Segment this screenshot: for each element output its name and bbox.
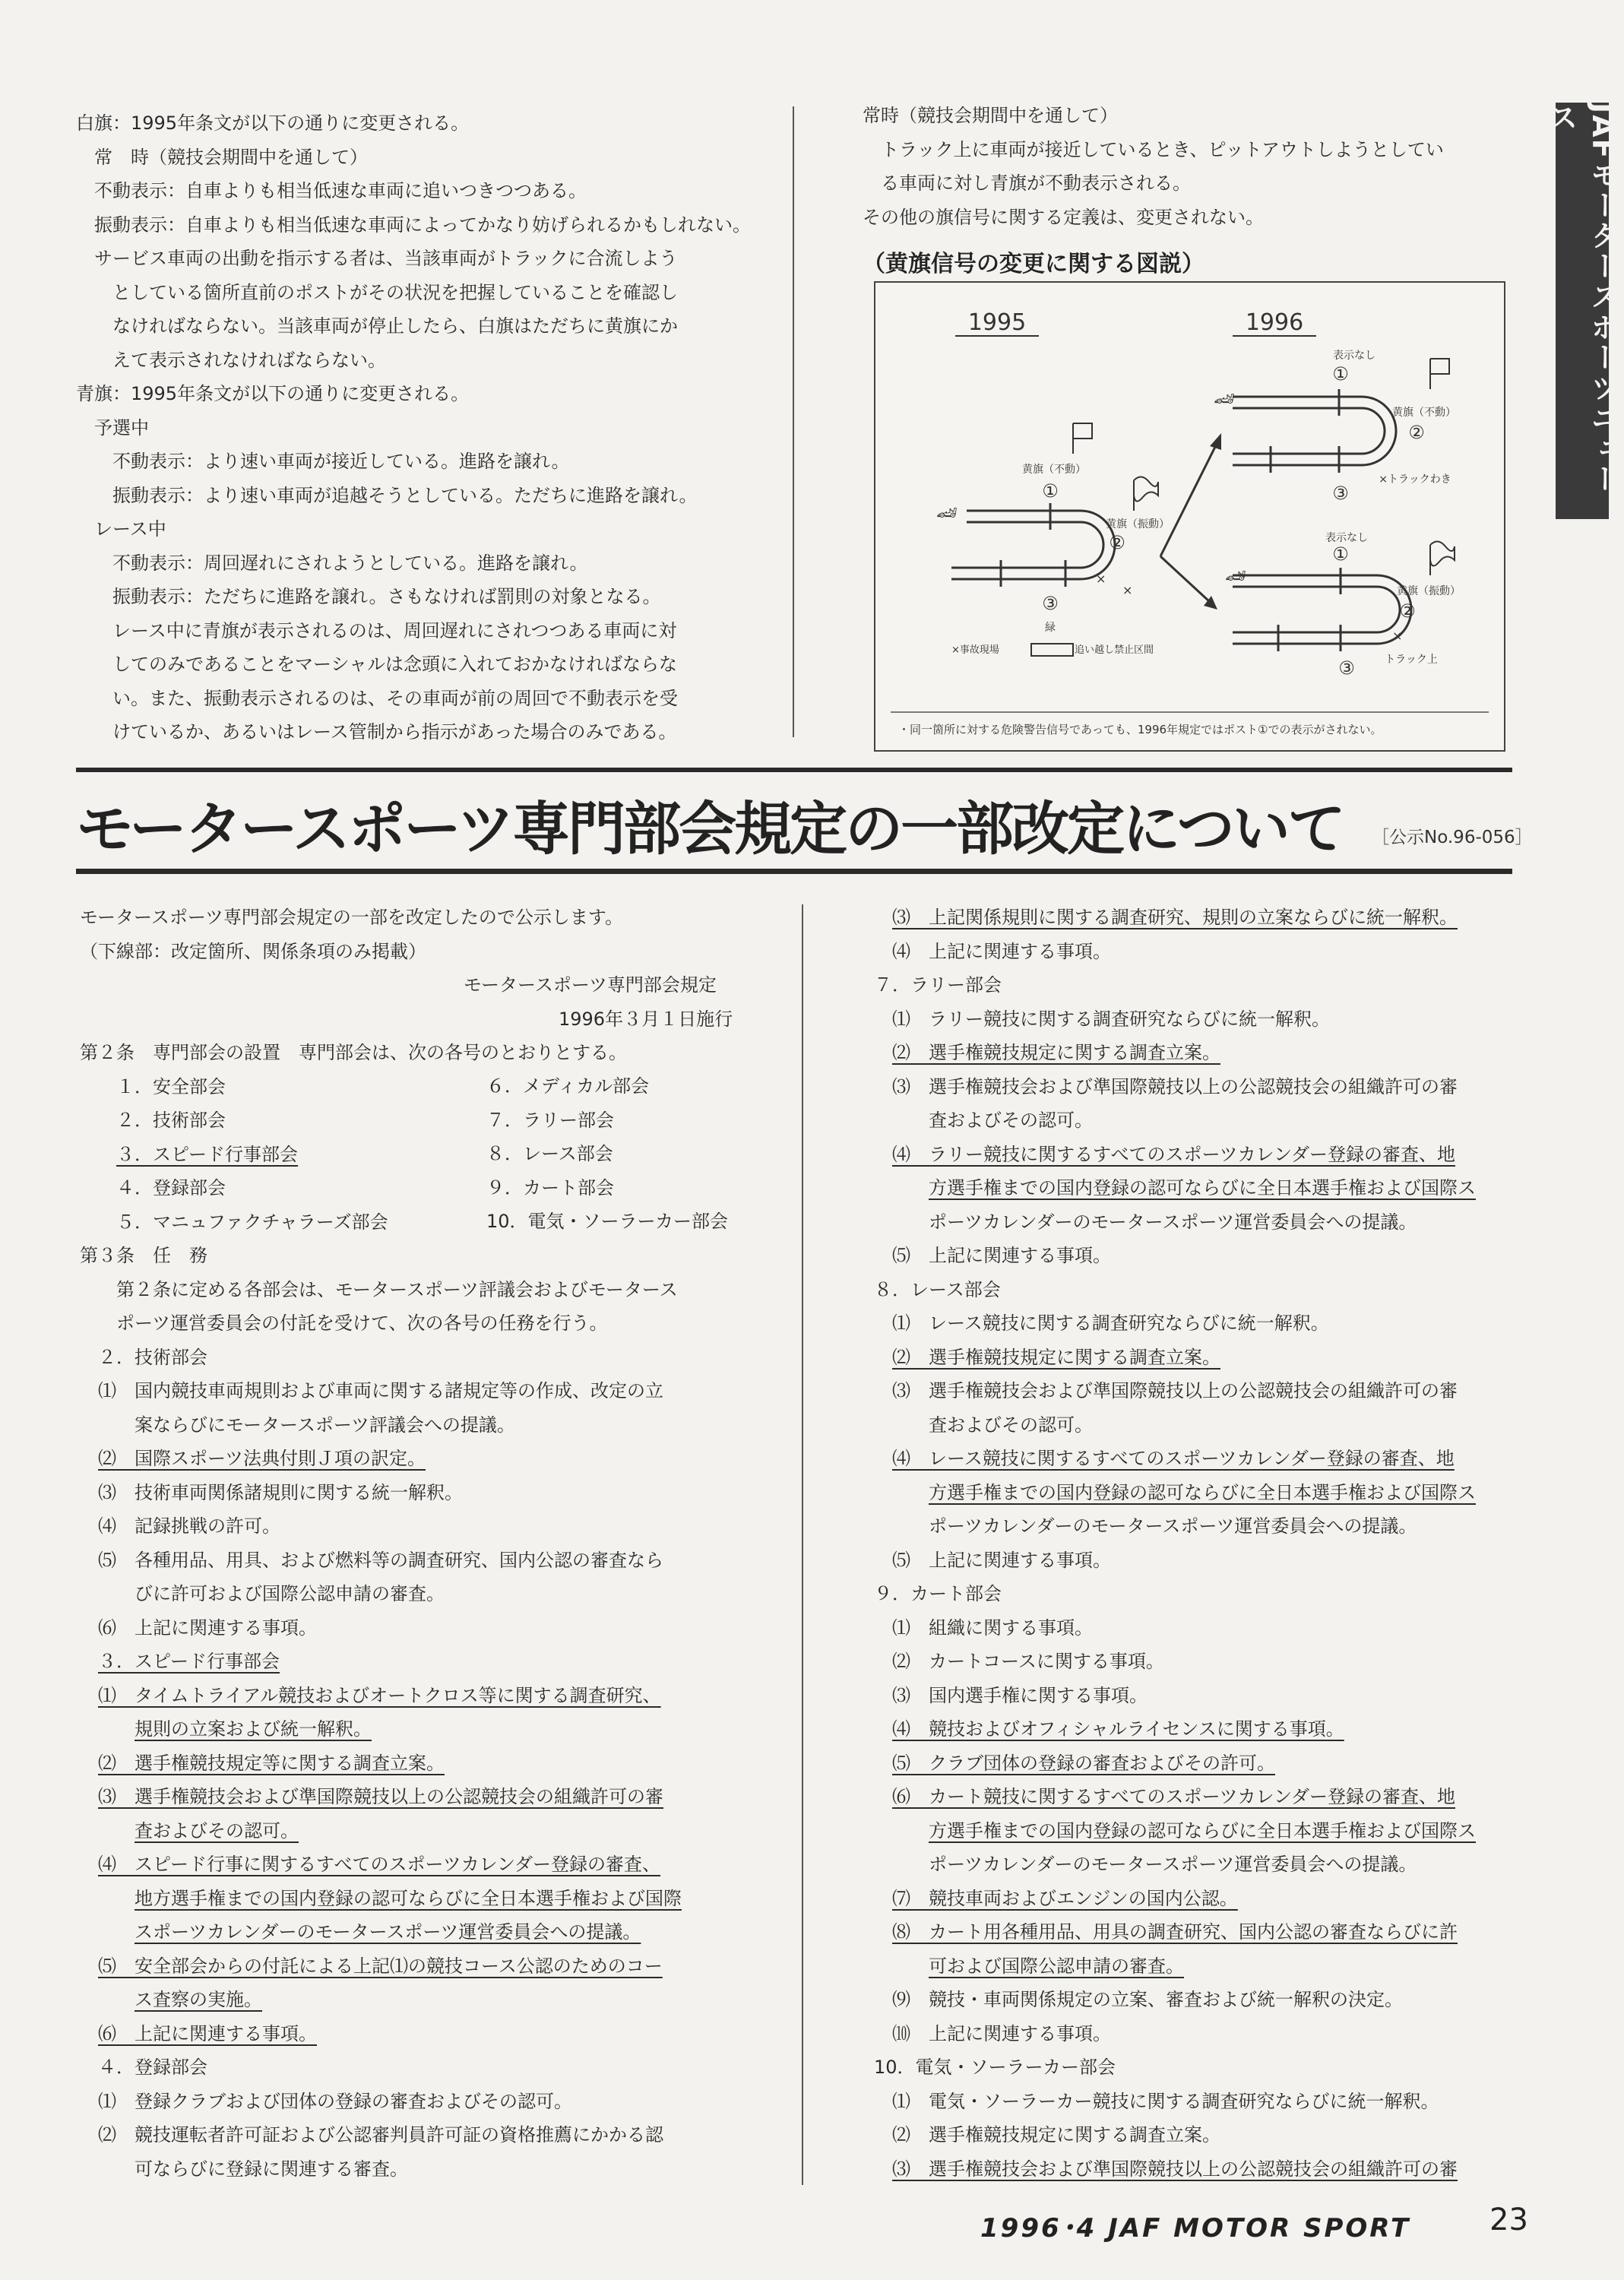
post2-label: ②	[1109, 532, 1125, 553]
page-number: 23	[1489, 2202, 1528, 2237]
text-line: ⑻ カート用各種用品、用具の調査研究、国内公認の審査ならびに許	[892, 1921, 1458, 1943]
text-line: ⑼ 競技・車両関係規定の立案、審査および統一解釈の決定。	[892, 1989, 1403, 2010]
section-heading: ８．レース部会	[874, 1278, 1001, 1300]
section-heading: ３．スピード行事部会	[98, 1651, 280, 1672]
list-item: ５．マニュファクチャラーズ部会	[116, 1211, 388, 1233]
text-line: ⑴ 組織に関する事項。	[892, 1617, 1093, 1639]
text-line: 常時（競技会期間中を通して）	[863, 105, 1118, 126]
intro-line: モータースポーツ専門部会規定の一部を改定したので公示します。	[80, 907, 623, 928]
text-line: ⑵ 選手権競技規定に関する調査立案。	[892, 1042, 1220, 1063]
text-line: ⑹ 上記に関連する事項。	[98, 2022, 317, 2044]
text-line: びに許可および国際公認申請の審査。	[135, 1583, 445, 1604]
year-1995: 1995	[967, 309, 1027, 336]
text-line: ⑷ レース競技に関するすべてのスポーツカレンダー登録の審査、地	[892, 1448, 1455, 1469]
no-display-label: 表示なし	[1333, 350, 1375, 362]
section-side-tab: JAFモータースポーツニュース	[1556, 103, 1609, 519]
text-line: ⑴ 国内競技車両規則および車両に関する諸規定等の作成、改定の立	[98, 1380, 663, 1401]
text-line: 査およびその認可。	[929, 1414, 1093, 1436]
text-line: ⑶ 選手権競技会および準国際競技以上の公認競技会の組織許可の審	[98, 1786, 663, 1807]
text-line: ポーツカレンダーのモータースポーツ運営委員会への提議。	[929, 1854, 1417, 1875]
list-item: ４．登録部会	[116, 1177, 226, 1199]
text-line: ⑴ ラリー競技に関する調査研究ならびに統一解釈。	[892, 1008, 1330, 1030]
text-line: なければならない。当該車両が停止したら、白旗はただちに黄旗にか	[112, 315, 678, 337]
text-line: ⑺ 競技車両およびエンジンの国内公認。	[892, 1887, 1238, 1909]
list-item: ７．ラリー部会	[486, 1109, 614, 1131]
yellow-fixed-label: 黄旗（不動）	[1022, 464, 1086, 476]
post1-label: ①	[1332, 363, 1349, 385]
post1-label: ①	[1332, 543, 1349, 565]
ontrack-label: トラック上	[1385, 654, 1438, 666]
text-line: ⑸ クラブ団体の登録の審査およびその許可。	[892, 1752, 1275, 1774]
text-line: ⑶ 選手権競技会および準国際競技以上の公認競技会の組織許可の審	[892, 2158, 1458, 2180]
trackside-label: ×トラックわき	[1379, 473, 1451, 486]
svg-text:×: ×	[1122, 583, 1133, 597]
text-line: 予選中	[94, 416, 149, 439]
text-line: トラック上に車両が接近しているとき、ピットアウトしようとしてい	[881, 138, 1444, 160]
text-line: ⑴ タイムトライアル競技およびオートクロス等に関する調査研究、	[98, 1684, 661, 1706]
section-heading: ２．技術部会	[98, 1346, 207, 1368]
post3-label: ③	[1338, 657, 1355, 679]
column-divider-top	[793, 106, 794, 737]
text-line: ⑵ 競技運転者許可証および公認審判員許可証の資格推薦にかかる認	[98, 2124, 663, 2145]
text-line: 方選手権までの国内登録の認可ならびに全日本選手権および国際ス	[929, 1819, 1476, 1841]
list-item: ８．レース部会	[486, 1143, 613, 1164]
list-item: １．安全部会	[116, 1075, 226, 1097]
diagram-note: ・同一箇所に対する危険警告信号であっても、1996年規定ではポスト①での表示がされない。	[898, 723, 1382, 736]
section-heading: ７．ラリー部会	[874, 974, 1002, 996]
yellow-wave-label: 黄旗（振動）	[1397, 585, 1461, 597]
list-item: ３．スピード行事部会	[116, 1143, 299, 1165]
article-title: モータースポーツ専門部会規定の一部改定について	[76, 795, 1344, 863]
text-line: ⑵ カートコースに関する事項。	[892, 1651, 1164, 1672]
text-line: 査およびその認可。	[929, 1110, 1093, 1131]
legend-box	[1031, 644, 1073, 656]
text-line: る車両に対し青旗が不動表示される。	[881, 173, 1191, 194]
diagram-heading: （黄旗信号の変更に関する図説）	[863, 251, 1205, 277]
transition-arrows	[1160, 433, 1221, 610]
magazine-footer: 1996･4 JAF MOTOR SPORT	[980, 2213, 1411, 2244]
text-line: 案ならびにモータースポーツ評議会への提議。	[135, 1414, 515, 1436]
text-line: 振動表示：より速い車両が追越そうとしている。ただちに進路を譲れ。	[112, 484, 698, 506]
text-line: してのみであることをマーシャルは念頭に入れておかなければならな	[112, 654, 678, 675]
regulation-name: モータースポーツ専門部会規定	[464, 974, 717, 996]
text-line: ⑶ 選手権競技会および準国際競技以上の公認競技会の組織許可の審	[892, 1075, 1458, 1097]
text-line: ⑷ ラリー競技に関するすべてのスポーツカレンダー登録の審査、地	[892, 1143, 1455, 1165]
svg-text:×: ×	[1392, 629, 1403, 643]
text-line: ⑵ 選手権競技規定に関する調査立案。	[892, 1346, 1220, 1368]
text-line: ⑶ 選手権競技会および準国際競技以上の公認競技会の組織許可の審	[892, 1380, 1458, 1401]
text-line: ⑶ 技術車両関係諸規則に関する統一解釈。	[98, 1481, 463, 1503]
flag-fixed-icon	[1430, 359, 1449, 389]
department-list	[80, 1070, 764, 1240]
intro-note: （下線部：改定箇所、関係条項のみ掲載）	[80, 940, 426, 962]
article-3-heading: 第３条 任 務	[80, 1245, 207, 1266]
text-line: ス査察の実施。	[135, 1989, 262, 2010]
text-line: ⑽ 上記に関連する事項。	[892, 2022, 1111, 2044]
section-heading: ４．登録部会	[98, 2057, 207, 2078]
text-line: ⑸ 上記に関連する事項。	[892, 1549, 1111, 1571]
text-line: その他の旗信号に関する定義は、変更されない。	[863, 206, 1264, 228]
text-line: ⑵ 選手権競技規定等に関する調査立案。	[98, 1752, 445, 1774]
text-line: スポーツカレンダーのモータースポーツ運営委員会への提議。	[135, 1921, 641, 1943]
text-line: ⑵ 選手権競技規定に関する調査立案。	[892, 2124, 1220, 2145]
svg-text:×: ×	[1096, 572, 1106, 586]
list-item: 10．電気・ソーラーカー部会	[486, 1211, 729, 1232]
text-line: ⑹ 上記に関連する事項。	[98, 1617, 317, 1639]
post2-label: ②	[1399, 600, 1416, 622]
white-flag-heading: 白旗：1995年条文が以下の通りに変更される。	[76, 112, 470, 134]
text-line: としている箇所直前のポストがその状況を把握していることを確認し	[112, 281, 678, 303]
post1-label: ①	[1042, 480, 1059, 502]
text-line: 可および国際公認申請の審査。	[929, 1955, 1184, 1977]
text-line: 可ならびに登録に関連する審査。	[135, 2158, 408, 2180]
car-icon: 🏎	[1214, 390, 1235, 409]
text-line: 方選手権までの国内登録の認可ならびに全日本選手権および国際ス	[929, 1177, 1476, 1199]
top-left-column	[76, 106, 751, 749]
yellow-wave-label: 黄旗（振動）	[1106, 518, 1170, 530]
list-item: ２．技術部会	[116, 1110, 226, 1131]
text-line: ポーツカレンダーのモータースポーツ運営委員会への提議。	[929, 1515, 1417, 1537]
column-divider-bottom	[802, 904, 803, 2185]
yellow-flag-diagram	[874, 281, 1505, 752]
track-1996-bottom	[1233, 568, 1411, 651]
post3-label: ③	[1332, 483, 1349, 504]
text-line: 不動表示：より速い車両が接近している。進路を譲れ。	[112, 451, 570, 472]
track-1995	[951, 503, 1115, 587]
text-line: い。また、振動表示されるのは、その車両が前の周回で不動表示を受	[112, 687, 678, 709]
legend-accident: ×事故現場	[951, 644, 999, 656]
text-line: ポーツカレンダーのモータースポーツ運営委員会への提議。	[929, 1211, 1417, 1233]
yellow-fixed-label: 黄旗（不動）	[1392, 407, 1456, 419]
post3-label: ③	[1042, 593, 1059, 614]
body-right-column	[874, 901, 1520, 2186]
text-line: ⑹ カート競技に関するすべてのスポーツカレンダー登録の審査、地	[892, 1786, 1455, 1807]
text-line: ⑷ 競技およびオフィシャルライセンスに関する事項。	[892, 1718, 1344, 1740]
green-label: 緑	[1045, 622, 1056, 634]
text-line: えて表示されなければならない。	[112, 349, 386, 371]
article-2-heading: 第２条 専門部会の設置 専門部会は、次の各号のとおりとする。	[80, 1042, 627, 1063]
car-icon: 🏎	[936, 504, 958, 523]
text-line: サービス車両の出動を指示する者は、当該車両がトラックに合流しよう	[94, 248, 678, 269]
text-line: 地方選手権までの国内登録の認可ならびに全日本選手権および国際	[135, 1887, 682, 1909]
text-line: ⑶ 上記関係規則に関する調査研究、規則の立案ならびに統一解釈。	[892, 907, 1458, 928]
text-line: 振動表示：自車よりも相当低速な車両によってかなり妨げられるかもしれない。	[94, 214, 751, 236]
text-line: 不動表示：自車よりも相当低速な車両に追いつきつつある。	[94, 180, 587, 201]
regulation-date: 1996年３月１日施行	[559, 1008, 733, 1030]
list-item: ９．カート部会	[486, 1176, 614, 1199]
body-left-column	[80, 901, 764, 2186]
text-line: レース中に青旗が表示されるのは、周回遅れにされつつある車両に対	[112, 619, 677, 641]
text-line: ⑴ 登録クラブおよび団体の登録の審査およびその認可。	[98, 2090, 572, 2112]
diagram-svg	[875, 283, 1504, 750]
flag-wave-icon	[1430, 541, 1455, 575]
text-line: けているか、あるいはレース管制から指示があった場合のみである。	[112, 721, 677, 743]
text-line: ⑶ 国内選手権に関する事項。	[892, 1684, 1148, 1706]
text-line: 常 時（競技会期間中を通して）	[94, 146, 368, 168]
title-rule-bottom	[76, 869, 1512, 874]
no-display-label: 表示なし	[1325, 532, 1368, 544]
text-line: 不動表示：周回遅れにされようとしている。進路を譲れ。	[112, 552, 588, 574]
text-line: レース中	[94, 518, 166, 540]
text-line: 第２条に定める各部会は、モータースポーツ評議会およびモータース	[116, 1278, 678, 1300]
text-line: 振動表示：ただちに進路を譲れ。さもなければ罰則の対象となる。	[112, 586, 661, 607]
year-1996: 1996	[1245, 309, 1304, 336]
top-right-column	[863, 99, 1444, 234]
text-line: ⑵ 国際スポーツ法典付則Ｊ項の訳定。	[98, 1448, 426, 1469]
text-line: ⑷ スピード行事に関するすべてのスポーツカレンダー登録の審査、	[98, 1854, 661, 1875]
text-line: ⑴ レース競技に関する調査研究ならびに統一解釈。	[892, 1313, 1329, 1334]
title-rule-top	[76, 768, 1512, 772]
section-heading: 10．電気・ソーラーカー部会	[874, 2057, 1116, 2078]
text-line: ⑸ 各種用品、用具、および燃料等の調査研究、国内公認の審査なら	[98, 1549, 663, 1571]
flag-fixed-icon	[1073, 423, 1092, 454]
legend-no-pass: 追い越し禁止区間	[1075, 644, 1154, 656]
post2-label: ②	[1408, 422, 1425, 443]
text-line: ⑸ 上記に関連する事項。	[892, 1245, 1111, 1266]
text-line: ⑷ 上記に関連する事項。	[892, 940, 1111, 962]
blue-flag-heading: 青旗：1995年条文が以下の通りに変更される。	[76, 383, 470, 404]
notice-number: ［公示No.96-056］	[1372, 828, 1533, 847]
text-line: ⑸ 安全部会からの付託による上記⑴の競技コース公認のためのコー	[98, 1955, 663, 1977]
text-line: 規則の立案および統一解釈。	[135, 1718, 372, 1740]
car-icon: 🏎	[1225, 567, 1246, 586]
text-line: 方選手権までの国内登録の認可ならびに全日本選手権および国際ス	[929, 1481, 1476, 1503]
text-line: ⑴ 電気・ソーラーカー競技に関する調査研究ならびに統一解釈。	[892, 2090, 1439, 2112]
section-heading: ９．カート部会	[874, 1583, 1002, 1604]
text-line: 査およびその認可。	[135, 1819, 299, 1841]
track-1996-top	[1233, 389, 1396, 473]
text-line: ポーツ運営委員会の付託を受けて、次の各号の任務を行う。	[116, 1313, 608, 1334]
text-line: ⑷ 記録挑戦の許可。	[98, 1515, 280, 1537]
flag-wave-icon	[1134, 477, 1158, 511]
list-item: ６．メディカル部会	[486, 1075, 650, 1097]
